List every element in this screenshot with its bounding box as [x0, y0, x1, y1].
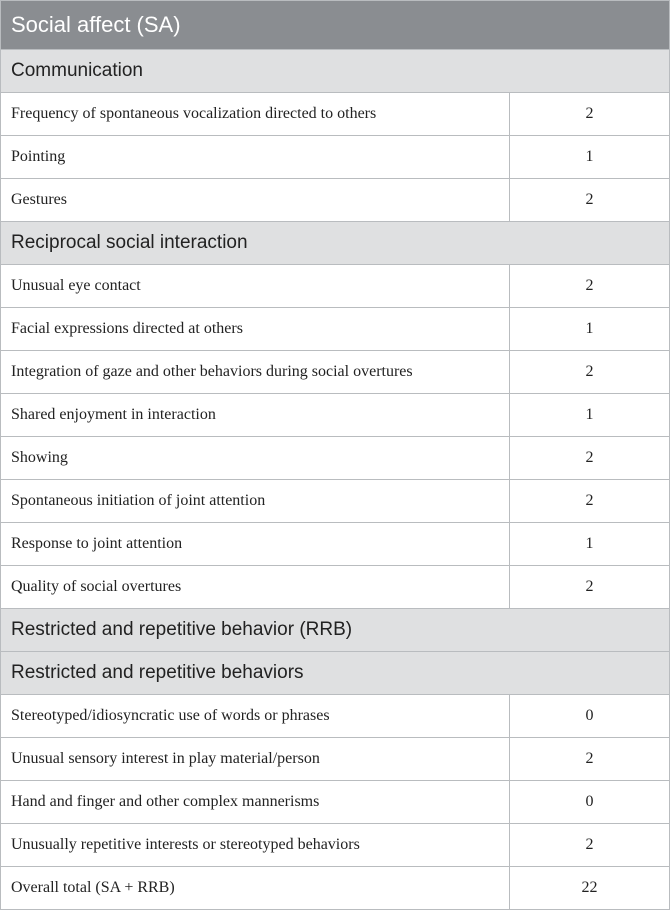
row-value: 1 [585, 320, 594, 337]
row-label: Frequency of spontaneous vocalization directed to others [1, 93, 510, 135]
table-row [1, 737, 669, 780]
table-row [1, 350, 669, 393]
table-row [1, 393, 669, 436]
section-heading: Restricted and repetitive behavior (RRB) [1, 608, 669, 651]
table-row [1, 92, 669, 135]
section-heading: Communication [1, 49, 669, 92]
row-label: Pointing [1, 136, 510, 178]
row-label: Spontaneous initiation of joint attention [1, 480, 510, 522]
row-value: 2 [585, 191, 594, 208]
row-label: Unusual sensory interest in play material/person [1, 738, 510, 780]
row-value: 1 [585, 535, 594, 552]
section-heading: Reciprocal social interaction [1, 221, 669, 264]
table-row [1, 264, 669, 307]
row-label: Showing [1, 437, 510, 479]
row-label: Shared enjoyment in interaction [1, 394, 510, 436]
table-row [1, 135, 669, 178]
row-label: Unusually repetitive interests or stereotyped behaviors [1, 824, 510, 866]
row-label: Stereotyped/idiosyncratic use of words or phrases [1, 695, 510, 737]
total-value: 22 [581, 879, 598, 896]
row-value: 2 [585, 105, 594, 122]
table-row [1, 823, 669, 866]
row-label: Unusual eye contact [1, 265, 510, 307]
row-label: Facial expressions directed at others [1, 308, 510, 350]
table-row [1, 479, 669, 522]
table-row [1, 694, 669, 737]
table-row [1, 178, 669, 221]
row-label: Integration of gaze and other behaviors during social overtures [1, 351, 510, 393]
table-title: Social affect (SA) [1, 1, 669, 49]
table-row [1, 436, 669, 479]
row-value: 2 [585, 492, 594, 509]
row-value: 2 [585, 836, 594, 853]
row-value: 0 [585, 707, 594, 724]
row-value: 1 [585, 148, 594, 165]
row-value: 2 [585, 363, 594, 380]
table-row [1, 780, 669, 823]
row-value: 2 [585, 750, 594, 767]
row-value: 1 [585, 406, 594, 423]
row-value: 2 [585, 449, 594, 466]
row-value: 2 [585, 578, 594, 595]
section-heading: Restricted and repetitive behaviors [1, 651, 669, 694]
table-row [1, 565, 669, 608]
total-label: Overall total (SA + RRB) [1, 867, 510, 909]
row-value: 0 [585, 793, 594, 810]
row-label: Gestures [1, 179, 510, 221]
total-row [1, 866, 669, 909]
row-label: Hand and finger and other complex mannerisms [1, 781, 510, 823]
row-label: Response to joint attention [1, 523, 510, 565]
table-row [1, 522, 669, 565]
row-value: 2 [585, 277, 594, 294]
row-label: Quality of social overtures [1, 566, 510, 608]
table-row [1, 307, 669, 350]
